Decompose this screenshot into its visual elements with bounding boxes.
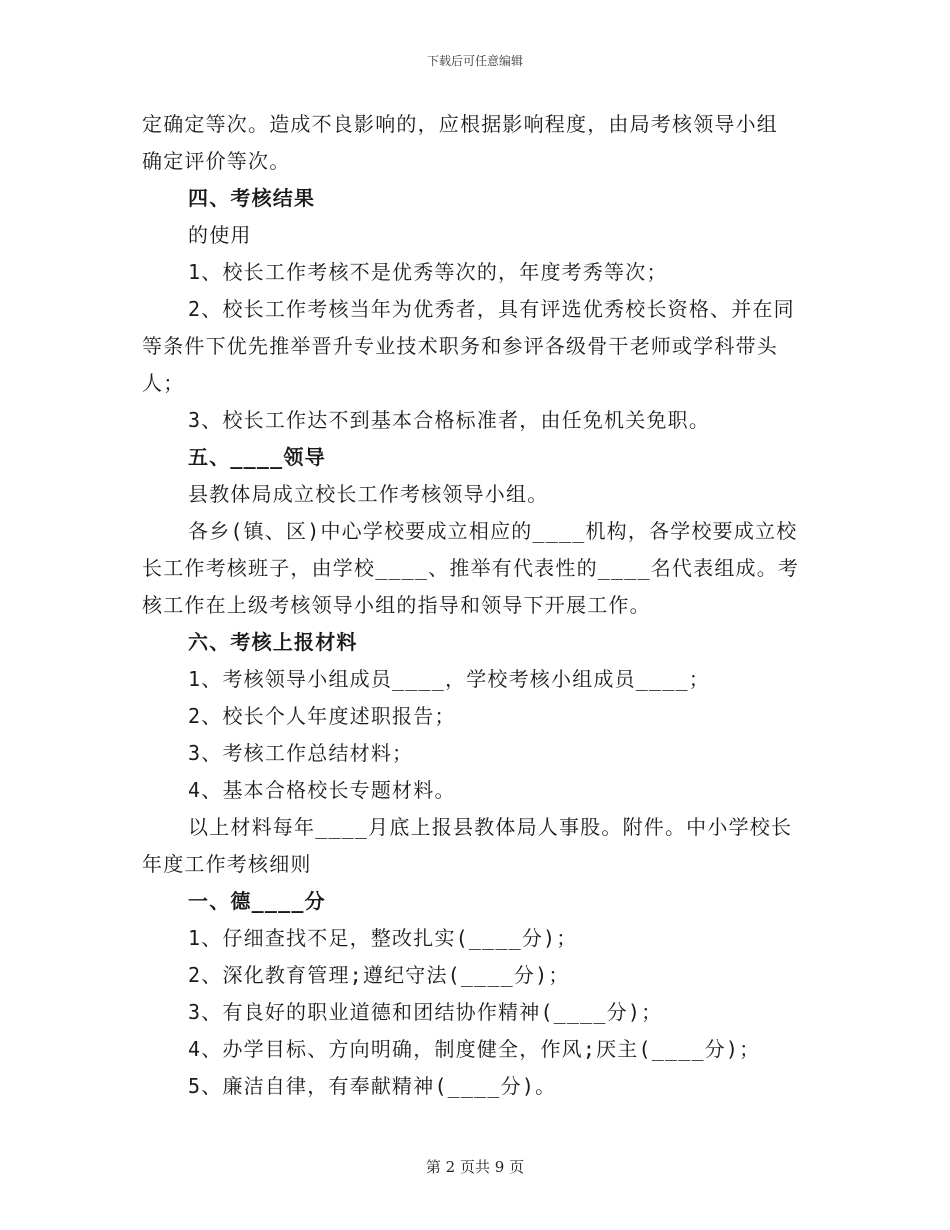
section-heading: 五、____领导 [188,445,326,469]
paragraph-line: 确定评价等次。 [142,149,291,173]
paragraph-line: 各乡(镇、区)中心学校要成立相应的____机构，各学校要成立校 [188,519,798,543]
paragraph-line: 县教体局成立校长工作考核领导小组。 [188,482,549,506]
paragraph-line: 的使用 [188,223,252,247]
paragraph-line: 1、考核领导小组成员____，学校考核小组成员____； [188,667,710,691]
paragraph-line: 年度工作考核细则 [142,852,312,876]
section-heading: 四、考核结果 [188,186,316,210]
section-heading: 六、考核上报材料 [188,630,358,654]
paragraph-line: 定确定等次。造成不良影响的，应根据影响程度，由局考核领导小组 [142,112,778,136]
paragraph-line: 3、校长工作达不到基本合格标准者，由任免机关免职。 [188,408,711,432]
paragraph-line: 以上材料每年____月底上报县教体局人事股。附件。中小学校长 [188,815,793,839]
paragraph-line: 4、基本合格校长专题材料。 [188,778,456,802]
paragraph-line: 1、仔细查找不足，整改扎实(____分)； [188,926,578,950]
paragraph-line: 5、廉洁自律，有奉献精神(____分)。 [188,1074,557,1098]
paragraph-line: 3、考核工作总结材料； [188,741,414,765]
paragraph-line: 等条件下优先推举晋升专业技术职务和参评各级骨干老师或学科带头 [142,334,778,358]
paragraph-line: 核工作在上级考核领导小组的指导和领导下开展工作。 [142,593,651,617]
page-header: 下载后可任意编辑 [426,54,523,68]
paragraph-line: 人； [142,371,185,395]
paragraph-line: 2、校长个人年度述职报告； [188,704,456,728]
page-footer: 第 2 页共 9 页 [425,1158,525,1176]
section-heading: 一、德____分 [188,889,326,913]
paragraph-line: 长工作考核班子，由学校____、推举有代表性的____名代表组成。考 [142,556,800,580]
paragraph-line: 2、深化教育管理;遵纪守法(____分)； [188,963,570,987]
document-body [142,106,810,1105]
paragraph-line: 3、有良好的职业道德和团结协作精神(____分)； [188,1000,663,1024]
paragraph-line: 1、校长工作考核不是优秀等次的，年度考秀等次； [188,260,668,284]
paragraph-line: 4、办学目标、方向明确，制度健全，作风;厌主(____分)； [188,1037,761,1061]
paragraph-line: 2、校长工作考核当年为优秀者，具有评选优秀校长资格、并在同 [188,297,795,321]
